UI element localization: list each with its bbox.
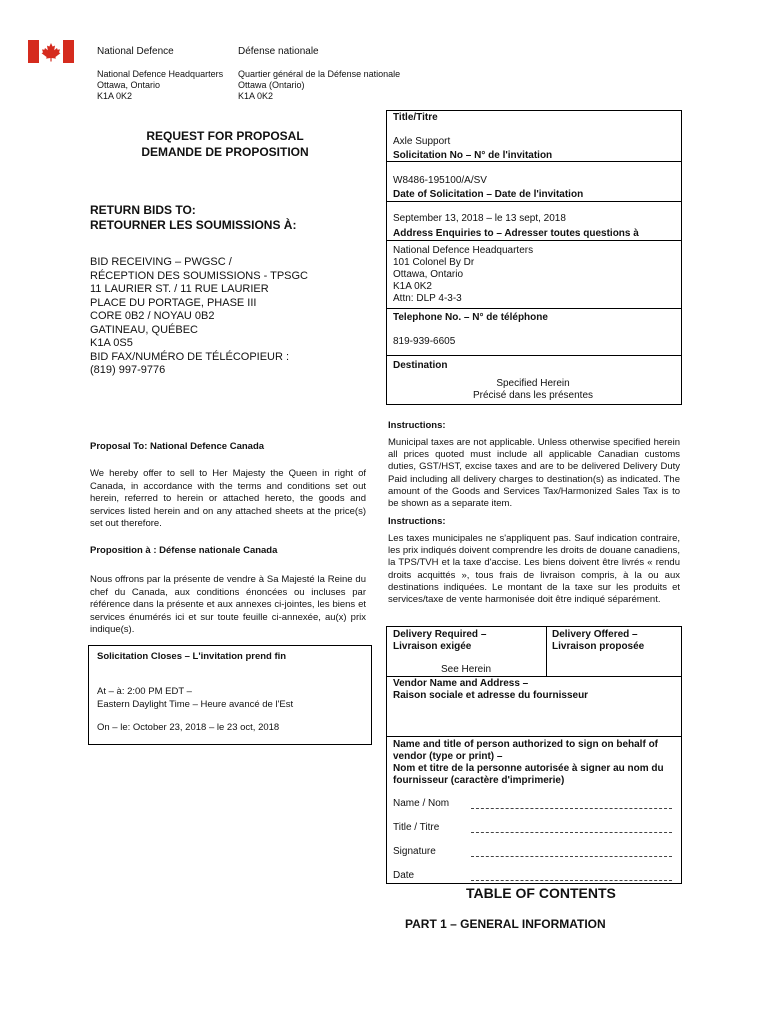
destination-value: Specified Herein Précisé dans les présentes <box>472 378 594 401</box>
header-dept-fr: Défense nationale <box>238 46 319 57</box>
title-value: Axle Support <box>393 136 451 147</box>
return-bids-title: RETURN BIDS TO: RETOURNER LES SOUMISSIONS À: <box>90 203 297 232</box>
authorized-person-label: Name and title of person authorized to sign on behalf of vendor (type or print) – Nom et titre de la personne autorisée à signer au nom du fournisseur (caractère d'imprimerie) <box>393 739 664 786</box>
toc-heading: TABLE OF CONTENTS <box>466 885 616 901</box>
request-title: REQUEST FOR PROPOSAL DEMANDE DE PROPOSITION <box>141 129 309 159</box>
toc-part1: PART 1 – GENERAL INFORMATION <box>405 917 606 931</box>
solicitation-number-value: W8486-195100/A/SV <box>393 175 487 186</box>
closes-label: Solicitation Closes – L'invitation prend fin <box>97 651 287 662</box>
solicitation-closes-box <box>88 645 372 745</box>
date-field-label: Date <box>393 870 415 881</box>
solicitation-date-value: September 13, 2018 – le 13 sept, 2018 <box>393 213 566 224</box>
telephone-value: 819-939-6605 <box>393 336 456 347</box>
title-label: Title/Titre <box>393 112 438 123</box>
delivery-required-label: Delivery Required – Livraison exigée <box>393 629 487 652</box>
closes-time: At – à: 2:00 PM EDT – <box>97 686 192 697</box>
vendor-name-label: Vendor Name and Address – Raison sociale et adresse du fournisseur <box>393 678 589 701</box>
telephone-label: Telephone No. – N° de téléphone <box>393 312 548 323</box>
proposal-text-en: We hereby offer to sell to Her Majesty the Queen in right of Canada, in accordance with the terms and conditions set out herein, referred to herein or attached hereto, the goods and services listed herein and on any attached sheets at the price(s) set out therefore. <box>90 468 366 529</box>
closes-date: On – le: October 23, 2018 – le 23 oct, 2018 <box>97 722 280 733</box>
instructions-label-en: Instructions: <box>388 420 446 431</box>
destination-label: Destination <box>393 360 448 371</box>
header-address-en: National Defence Headquarters Ottawa, Ontario K1A 0K2 <box>97 69 224 101</box>
instructions-text-fr: Les taxes municipales ne s'appliquent pas. Sauf indication contraire, les prix indiqués doivent comprendre les droits de douane canadiens, la TPS/TVH et la taxe d'accise. Les biens doivent être livrés « rendu droits acquittés », tous frais de livraison compris, à la ou aux destinations indiquées. Le montant de la taxe sur les produits et services/taxe de vente harmonisée doit être indiqué séparément. <box>388 533 680 606</box>
delivery-offered-label: Delivery Offered – Livraison proposée <box>552 629 645 652</box>
proposal-text-fr: Nous offrons par la présente de vendre à Sa Majesté la Reine du chef du Canada, aux conditions énoncées ou incluses par référence dans la présente et aux annexes ci-jointes, les biens et services énumérés ici et sur toute feuille ci-annexée, au(x) prix indique(s). <box>90 574 366 635</box>
name-field-label: Name / Nom <box>393 798 450 809</box>
date-field-line[interactable] <box>471 880 672 881</box>
canada-flag-logo <box>28 40 74 63</box>
proposal-heading-fr: Proposition à : Défense nationale Canada <box>90 545 278 556</box>
solicitation-date-label: Date of Solicitation – Date de l'invitation <box>393 189 584 200</box>
delivery-required-value: See Herein <box>440 664 492 675</box>
return-bids-address: BID RECEIVING – PWGSC / RÉCEPTION DES SOUMISSIONS - TPSGC 11 LAURIER ST. / 11 RUE LAURIER PLACE DU PORTAGE, PHASE III CORE 0B2 / NOYAU 0B2 GATINEAU, QUÉBEC K1A 0S5 BID FAX/NUMÉRO DE TÉLÉCOPIEUR : (819) 997-9776 <box>90 256 308 376</box>
enquiries-address: National Defence Headquarters 101 Colonel By Dr Ottawa, Ontario K1A 0K2 Attn: DLP 4-3-3 <box>393 245 534 304</box>
instructions-text-en: Municipal taxes are not applicable. Unless otherwise specified herein all prices quoted must include all applicable Canadian customs duties, GST/HST, excise taxes and are to be delivered Delivery Duty Paid including all delivery charges to destination(s) as indicated. The amount of the Goods and Services Tax/Harmonized Sales Tax is to be shown as a separate item. <box>388 437 680 510</box>
solicitation-number-label: Solicitation No – N° de l'invitation <box>393 150 553 161</box>
proposal-heading-en: Proposal To: National Defence Canada <box>90 441 265 452</box>
name-field-line[interactable] <box>471 808 672 809</box>
header-dept-en: National Defence <box>97 46 174 57</box>
signature-field-label: Signature <box>393 846 436 857</box>
signature-field-line[interactable] <box>471 856 672 857</box>
title-field-line[interactable] <box>471 832 672 833</box>
title-field-label: Title / Titre <box>393 822 440 833</box>
header-address-fr: Quartier général de la Défense nationale Ottawa (Ontario) K1A 0K2 <box>238 69 401 101</box>
enquiries-label: Address Enquiries to – Adresser toutes questions à <box>393 228 639 239</box>
instructions-label-fr: Instructions: <box>388 516 446 527</box>
closes-timezone: Eastern Daylight Time – Heure avancé de l'Est <box>97 699 294 710</box>
